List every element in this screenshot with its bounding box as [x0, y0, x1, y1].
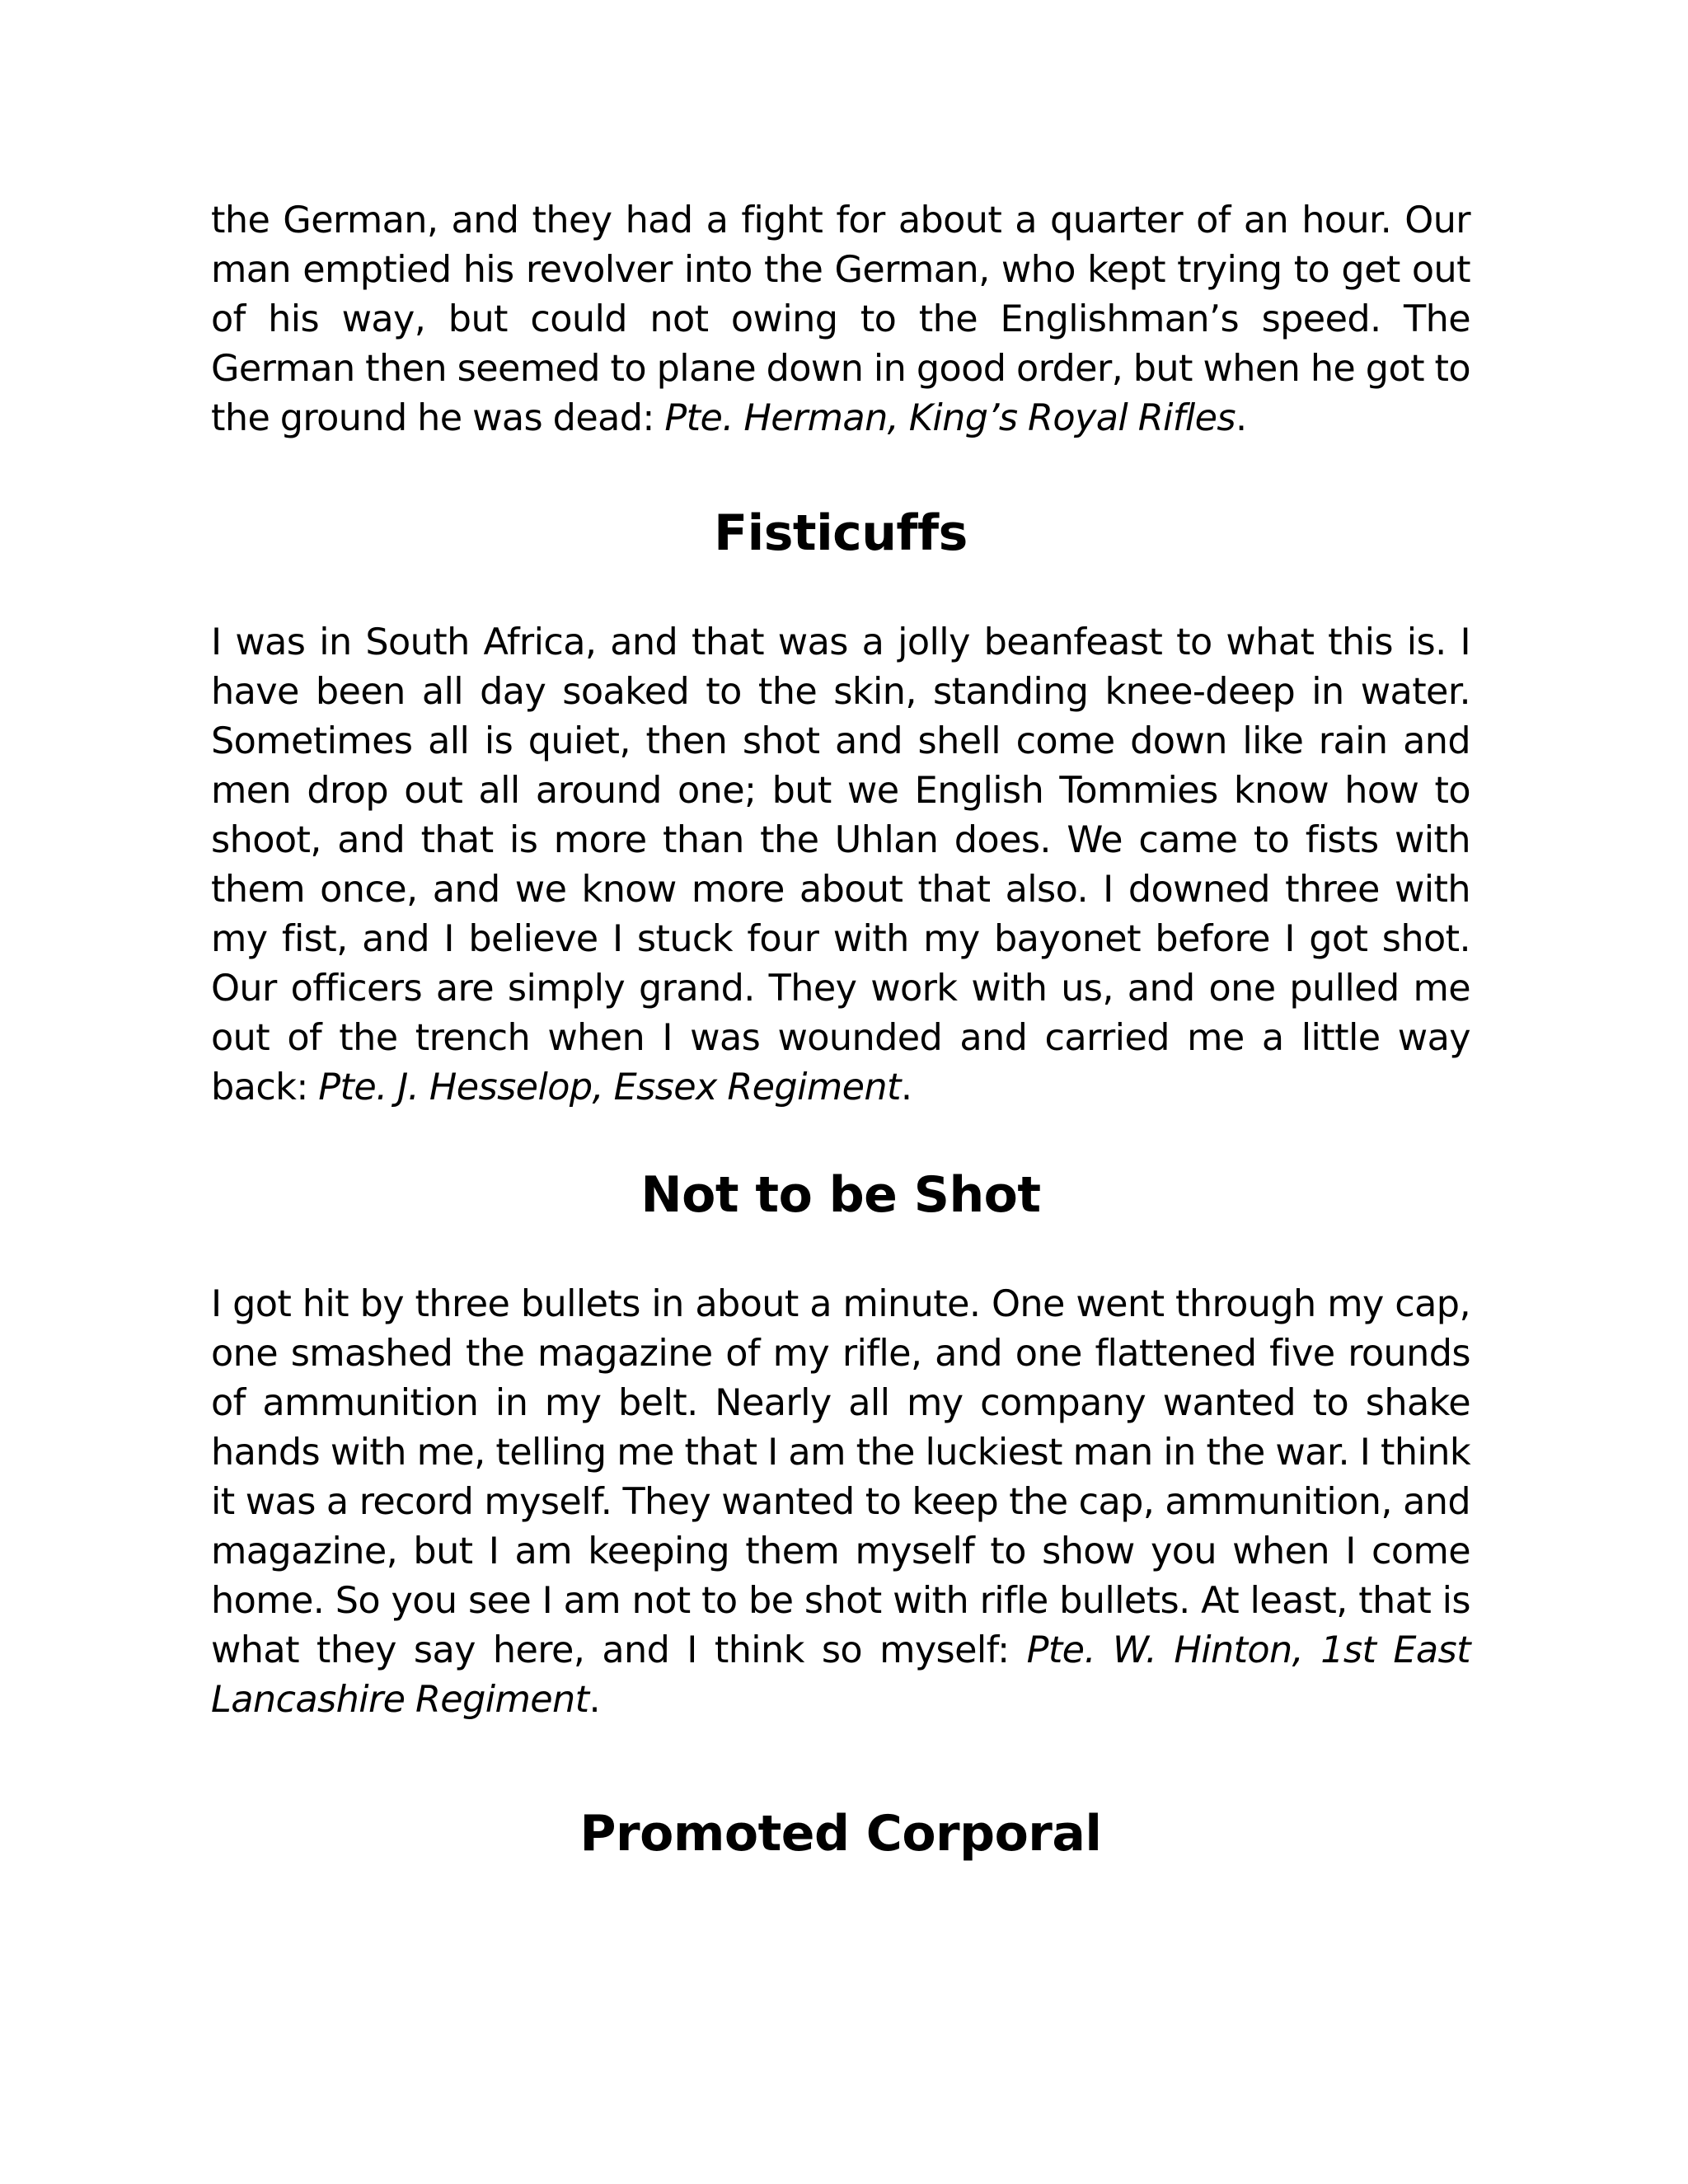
not-to-be-shot-paragraph-end: .: [588, 1679, 601, 1721]
intro-signature: Pte. Herman, King’s Royal Rifles: [664, 397, 1236, 439]
fisticuffs-paragraph: [211, 618, 1470, 1113]
intro-paragraph-text: the German, and they had a fight for about a quarter of an hour. Our man emptied his revolver into the German, who kept trying to get out of his way, but could not owing to the Englishman’s speed. The German then seemed to plane down in good order, but when he got to the ground he was dead:: [211, 199, 1470, 439]
intro-paragraph: [211, 196, 1470, 443]
heading-promoted-corporal: Promoted Corporal: [579, 1805, 1102, 1863]
intro-paragraph-end: .: [1235, 397, 1247, 439]
fisticuffs-paragraph-text: I was in South Africa, and that was a jolly beanfeast to what this is. I have been all day soaked to the skin, standing knee-deep in water. Sometimes all is quiet, then shot and shell come down like rain and men drop out all around one; but we English Tommies know how to shoot, and that is more than the Uhlan does. We came to fists with them once, and we know more about that also. I downed three with my fist, and I believe I stuck four with my bayonet before I got shot. Our officers are simply grand. They work with us, and one pulled me out of the trench when I was wounded and carried me a little way back:: [211, 621, 1470, 1108]
fisticuffs-signature: Pte. J. Hesselop, Essex Regiment: [318, 1066, 901, 1108]
heading-fisticuffs: Fisticuffs: [714, 504, 968, 562]
not-to-be-shot-paragraph-text: I got hit by three bullets in about a minute. One went through my cap, one smashed the magazine of my rifle, and one flattened five rounds of ammunition in my belt. Nearly all my company wanted to shake hands with me, telling me that I am the luckiest man in the war. I think it was a record myself. They wanted to keep the cap, ammunition, and magazine, but I am keeping them myself to show you when I come home. So you see I am not to be shot with rifle bullets. At least, that is what they say here, and I think so myself:: [211, 1283, 1470, 1671]
not-to-be-shot-signature: Pte. W. Hinton, 1st East Lancashire Regiment: [211, 1629, 1470, 1721]
heading-not-to-be-shot: Not to be Shot: [640, 1166, 1041, 1224]
not-to-be-shot-paragraph: [211, 1280, 1470, 1725]
fisticuffs-paragraph-end: .: [900, 1066, 912, 1108]
